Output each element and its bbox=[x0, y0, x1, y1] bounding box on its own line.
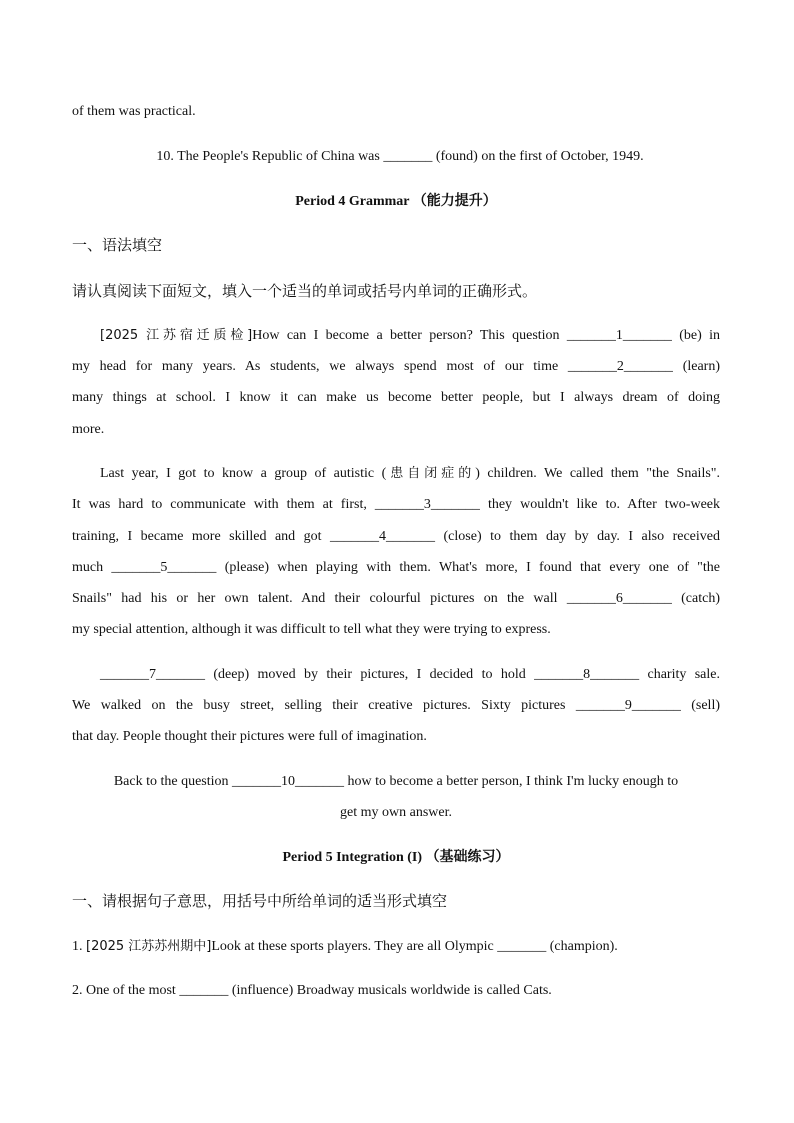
section-title: 一、语法填空 bbox=[72, 236, 163, 254]
para3-line3: that day. People thought their pictures were full of imagination. bbox=[72, 729, 427, 744]
para2-line6: my special attention, although it was difficult to tell what they were trying to express. bbox=[72, 622, 551, 637]
period-5-title: Period 5 Integration (I) bbox=[282, 850, 423, 865]
instruction: 请认真阅读下面短文，填入一个适当的单词或括号内单词的正确形式。 bbox=[72, 282, 538, 300]
question-1 bbox=[72, 937, 720, 957]
question-10: 10. The People's Republic of China was _______ (found) on the first of October, 1949. bbox=[156, 149, 644, 164]
para2-line1-b: ) children. We called them "the Snails". bbox=[475, 466, 720, 481]
period-4-heading bbox=[72, 191, 720, 212]
para2-line5: Snails" had his or her own talent. And their colourful pictures on the wall _______6_______ (catch) bbox=[72, 591, 720, 606]
para1-line4: more. bbox=[72, 422, 105, 437]
period-4-title: Period 4 Grammar bbox=[295, 194, 410, 209]
para4-line2: get my own answer. bbox=[340, 805, 452, 820]
para4-line1: Back to the question _______10_______ how to become a better person, I think I'm lucky enough to bbox=[113, 774, 679, 789]
gloss-cn: 患自闭症的 bbox=[386, 466, 476, 481]
para1-line2: my head for many years. As students, we always spend most of our time _______2_______ (learn) bbox=[72, 359, 720, 374]
question-number: 1. bbox=[72, 939, 86, 954]
para2-line4: much _______5_______ (please) when playing with them. What's more, I found that every one of "the bbox=[72, 560, 720, 575]
section-title: 一、请根据句子意思，用括号中所给单词的适当形式填空 bbox=[72, 892, 448, 910]
text-line: of them was practical. bbox=[72, 104, 196, 119]
question-2: 2. One of the most _______ (influence) Broadway musicals worldwide is called Cats. bbox=[72, 983, 552, 998]
para2-line3: training, I became more skilled and got _______4_______ (close) to them day by day. I also received bbox=[72, 529, 720, 544]
source-tag: [2025 江苏苏州期中] bbox=[86, 939, 212, 954]
para1-line1-text: How can I become a better person? This question _______1_______ (be) in bbox=[252, 328, 720, 343]
para2-line1 bbox=[100, 464, 720, 484]
source-tag: [2025 江苏宿迁质检] bbox=[100, 328, 253, 343]
para1-line1 bbox=[100, 326, 720, 346]
para3-line2: We walked on the busy street, selling their creative pictures. Sixty pictures _______9_______ (sell) bbox=[72, 698, 720, 713]
period-5-heading bbox=[72, 847, 720, 868]
period-4-subtitle: （能力提升） bbox=[412, 193, 497, 209]
period-5-subtitle: （基础练习） bbox=[425, 849, 510, 865]
para2-line1-a: Last year, I got to know a group of autistic ( bbox=[100, 466, 387, 481]
para3-line1: _______7_______ (deep) moved by their pictures, I decided to hold _______8_______ charity sale. bbox=[100, 667, 720, 682]
question-1-text: Look at these sports players. They are all Olympic _______ (champion). bbox=[211, 939, 618, 954]
para1-line3: many things at school. I know it can make us become better people, but I always dream of doing bbox=[72, 390, 720, 405]
para2-line2: It was hard to communicate with them at first, _______3_______ they wouldn't like to. After two-week bbox=[72, 497, 720, 512]
